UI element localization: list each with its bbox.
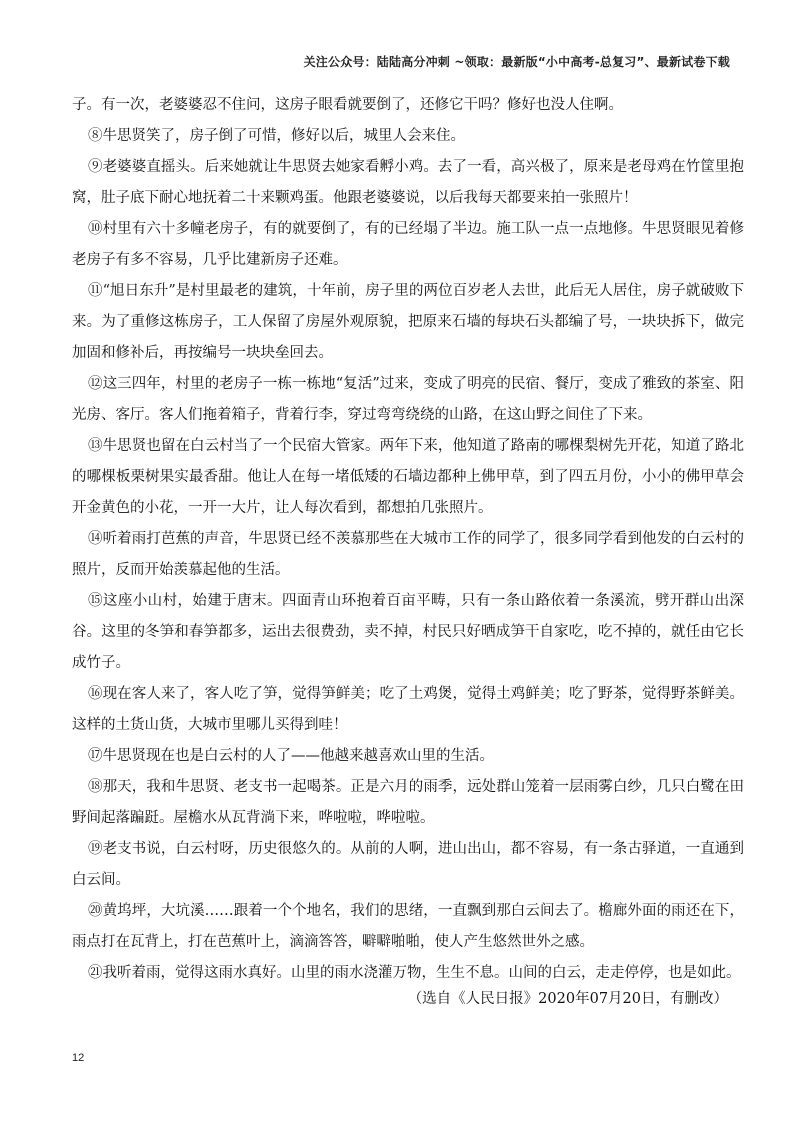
page-number: 12 xyxy=(72,1052,85,1064)
article-paragraph: ⑬牛思贤也留在白云村当了一个民宿大管家。两年下来，他知道了路南的哪棵梨树先开花，知道了路北的哪棵板栗树果实最香甜。他让人在每一堵低矮的石墙边都种上佛甲草，到了四五月份，小小的佛甲草会开金黄色的小花，一开一大片，让人每次看到，都想拍几张照片。 xyxy=(72,438,744,516)
header-note: 关注公众号：陆陆高分冲刺 ~领取：最新版“小中高考-总复习”、最新试卷下载 xyxy=(303,55,730,69)
article-paragraph: ⑫这三四年，村里的老房子一栋一栋地“复活”过来，变成了明亮的民宿、餐厅，变成了雅致的茶室、阳光房、客厅。客人们拖着箱子，背着行李，穿过弯弯绕绕的山路，在这山野之间住了下来。 xyxy=(72,376,744,423)
article-paragraph: ⑮这座小山村，始建于唐末。四面青山环抱着百亩平畴，只有一条山路依着一条溪流，劈开群山出深谷。这里的冬笋和春笋都多，运出去很费劲，卖不掉，村民只好晒成笋干自家吃，吃不掉的，就任由它长成竹子。 xyxy=(72,593,744,671)
article-paragraph: ⑰牛思贤现在也是白云村的人了——他越来越喜欢山里的生活。 xyxy=(88,748,494,764)
article-paragraph: ⑲老支书说，白云村呀，历史很悠久的。从前的人啊，进山出山，都不容易，有一条古驿道，一直通到白云间。 xyxy=(72,841,744,888)
article-paragraph: ㉑我听着雨，觉得这雨水真好。山里的雨水浇灌万物，生生不息。山间的白云，走走停停，也是如此。 xyxy=(88,965,741,981)
article-paragraph: ⑱那天，我和牛思贤、老支书一起喝茶。正是六月的雨季，远处群山笼着一层雨雾白纱，几只白鹭在田野间起落蹁跹。屋檐水从瓦背淌下来，哗啦啦，哗啦啦。 xyxy=(72,779,744,826)
article-paragraph: ⑩村里有六十多幢老房子，有的就要倒了，有的已经塌了半边。施工队一点一点地修。牛思贤眼见着修老房子有多不容易，几乎比建新房子还难。 xyxy=(72,221,744,268)
article-paragraph: ⑯现在客人来了，客人吃了笋，觉得笋鲜美；吃了土鸡煲，觉得土鸡鲜美；吃了野茶，觉得野茶鲜美。这样的土货山货，大城市里哪儿买得到哇！ xyxy=(72,686,744,733)
article-paragraph: ⑨老婆婆直摇头。后来她就让牛思贤去她家看孵小鸡。去了一看，高兴极了，原来是老母鸡在竹筐里抱窝，肚子底下耐心地抚着二十来颗鸡蛋。他跟老婆婆说，以后我每天都要来拍一张照片！ xyxy=(72,159,744,206)
article-paragraph: ⑭听着雨打芭蕉的声音，牛思贤已经不羡慕那些在大城市工作的同学了，很多同学看到他发的白云村的照片，反而开始羡慕起他的生活。 xyxy=(72,531,744,578)
article-paragraph: ⑧牛思贤笑了，房子倒了可惜，修好以后，城里人会来住。 xyxy=(88,128,465,144)
article-body xyxy=(72,90,744,989)
article-paragraph: ⑪“旭日东升”是村里最老的建筑，十年前，房子里的两位百岁老人去世，此后无人居住，房子就破败下来。为了重修这栋房子，工人保留了房屋外观原貌，把原来石墙的每块石头都编了号，一块块拆下，做完加固和修补后，再按编号一块块垒回去。 xyxy=(72,283,744,361)
article-paragraph: 子。有一次，老婆婆忍不住问，这房子眼看就要倒了，还修它干吗？修好也没人住啊。 xyxy=(72,97,623,113)
source-citation: （选自《人民日报》2020年07月20日，有删改） xyxy=(407,991,728,1007)
article-paragraph: ⑳黄坞坪，大坑溪……跟着一个个地名，我们的思绪，一直飘到那白云间去了。檐廊外面的雨还在下，雨点打在瓦背上，打在芭蕉叶上，滴滴答答，噼噼啪啪，使人产生悠然世外之感。 xyxy=(72,903,744,950)
